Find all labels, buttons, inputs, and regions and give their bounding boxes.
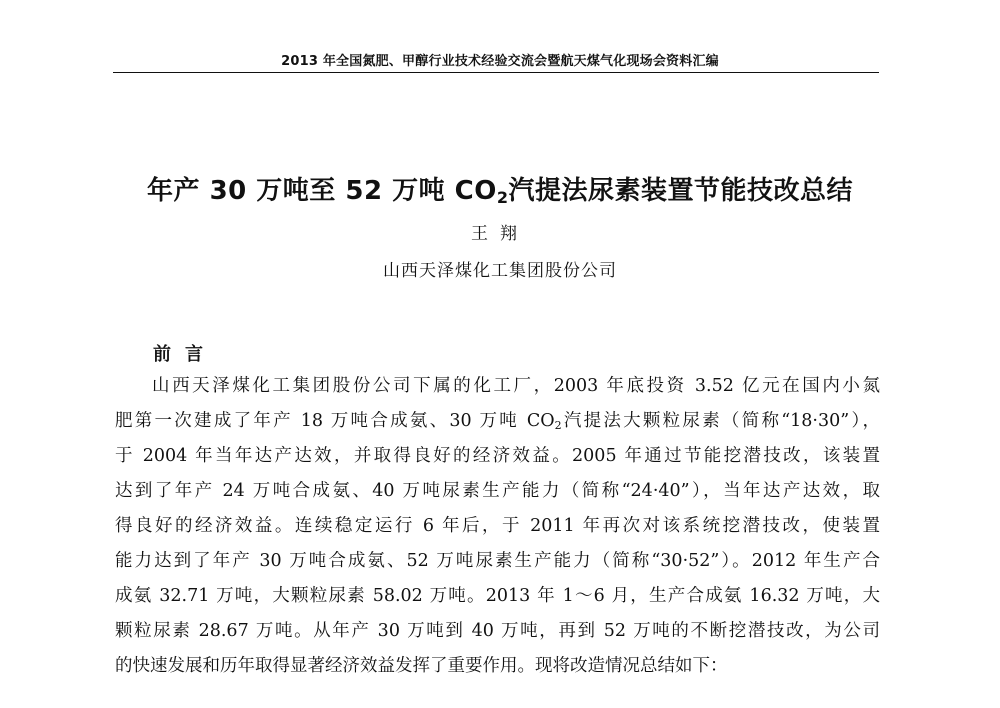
line-subscript: 2	[554, 419, 562, 432]
line-text: 肥第一次建成了年产 18 万吨合成氨、30 万吨 CO	[115, 411, 555, 431]
paragraph-line: 山西天泽煤化工集团股份公司下属的化工厂，2003 年底投资 3.52 亿元在国内小氮	[152, 376, 880, 396]
paragraph-line: 得良好的经济效益。连续稳定运行 6 年后，于 2011 年再次对该系统挖潜技改，使装置	[115, 516, 880, 536]
paragraph-line: 于 2004 年当年达产达效，并取得良好的经济效益。2005 年通过节能挖潜技改，该装置	[115, 446, 880, 466]
title-suffix: 汽提法尿素装置节能技改总结	[508, 176, 853, 206]
paragraph-line: 颗粒尿素 28.67 万吨。从年产 30 万吨到 40 万吨，再到 52 万吨的不断挖潜技改，为公司	[115, 621, 880, 641]
running-header: 2013 年全国氮肥、甲醇行业技术经验交流会暨航天煤气化现场会资料汇编	[281, 54, 719, 69]
paragraph-line: 能力达到了年产 30 万吨合成氨、52 万吨尿素生产能力（简称“30·52”）。2012 年生产合	[115, 551, 880, 571]
section-heading: 前言	[153, 344, 217, 365]
title-subscript: 2	[496, 188, 509, 207]
author-affiliation: 山西天泽煤化工集团股份公司	[383, 261, 617, 281]
line-text: 汽提法大颗粒尿素（简称“18·30”），	[561, 411, 880, 431]
paragraph-line	[115, 409, 880, 438]
paragraph-line: 的快速发展和历年取得显著经济效益发挥了重要作用。现将改造情况总结如下：	[115, 656, 728, 676]
title-prefix: 年产 30 万吨至 52 万吨 CO	[147, 176, 497, 206]
paragraph-line: 成氨 32.71 万吨，大颗粒尿素 58.02 万吨。2013 年 1～6 月，生产合成氨 16.32 万吨，大	[115, 586, 880, 606]
paragraph-line: 达到了年产 24 万吨合成氨、40 万吨尿素生产能力（简称“24·40”），当年达产达效，取	[115, 481, 880, 501]
article-title	[0, 170, 1000, 207]
author-name: 王翔	[471, 224, 529, 244]
header-rule	[113, 72, 879, 73]
